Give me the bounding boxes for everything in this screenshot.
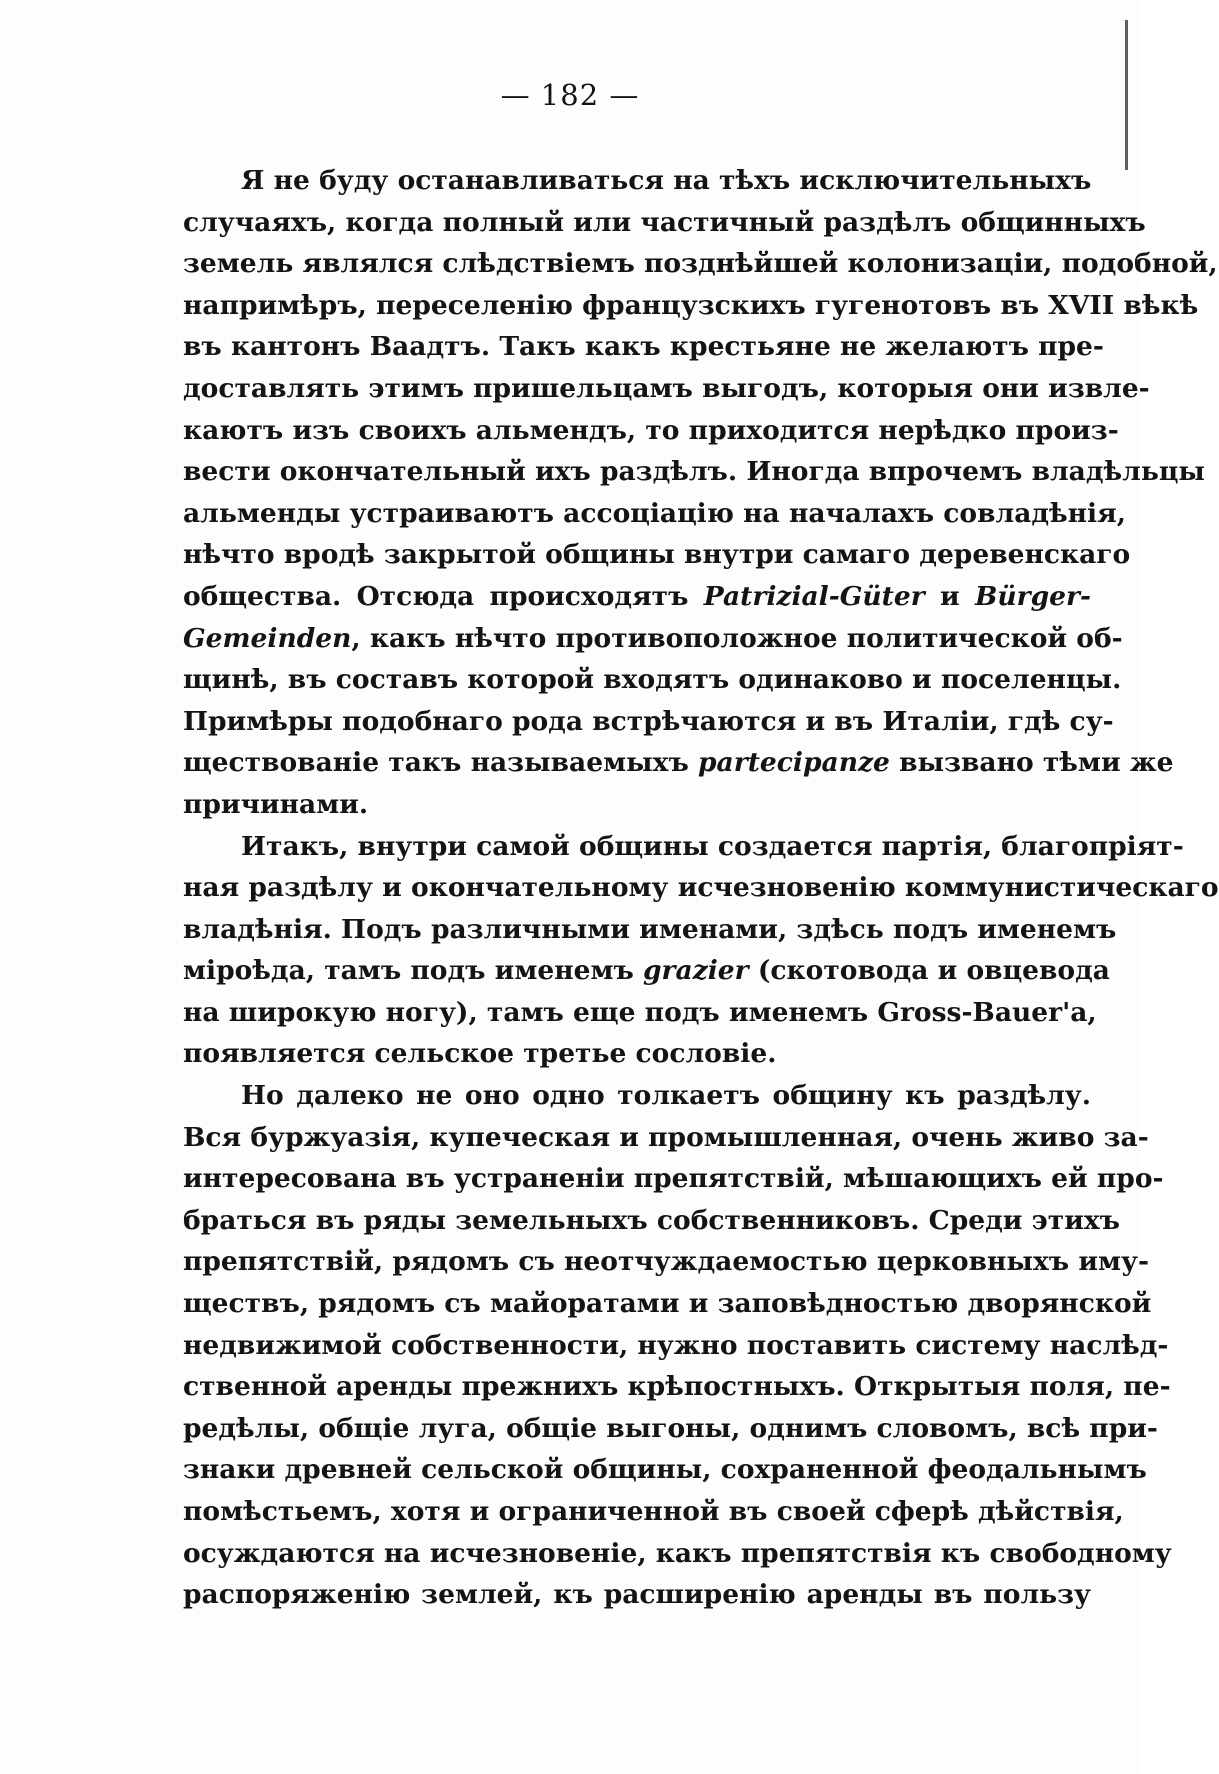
text-line [183, 202, 1146, 244]
text-line [183, 285, 1199, 327]
text-line [183, 326, 1104, 368]
text-line [183, 1283, 1152, 1325]
text-segment: каютъ изъ своихъ альмендъ, то приходится нерѣдко произ- [183, 414, 1119, 446]
text-segment: ная раздѣлу и окончательному исчезновенію коммунистическаго [183, 872, 1219, 904]
text-line [183, 742, 1174, 784]
text-segment: и [924, 580, 976, 612]
text-segment: Примѣры подобнаго рода встрѣчаются и въ Италіи, гдѣ су- [183, 705, 1114, 737]
text-segment: владѣнія. Подъ различными именами, здѣсь подъ именемъ [183, 913, 1117, 945]
text-line [183, 784, 1091, 826]
body-text [183, 160, 1219, 1616]
text-segment: осуждаются на исчезновеніе, какъ препятствія къ свободному [183, 1537, 1172, 1569]
text-line [183, 243, 1218, 285]
text-segment: недвижимой собственности, нужно поставить систему наслѣд- [183, 1329, 1169, 1361]
text-segment: ществованіе такъ называемыхъ [183, 747, 699, 779]
text-segment: знаки древней сельской общины, сохраненной феодальнымъ [183, 1454, 1147, 1486]
text-line [183, 992, 1097, 1034]
paragraph-1 [183, 160, 1218, 826]
text-segment: вызвано тѣми же [889, 747, 1174, 779]
text-line [183, 701, 1114, 743]
text-segment: (скотовода и овцевода [748, 955, 1110, 987]
text-line [183, 1491, 1124, 1533]
paragraph-3 [183, 1075, 1172, 1616]
text-segment: на широкую ногу), тамъ еще подъ именемъ Gross-Bauer'а, [183, 996, 1097, 1028]
italic-term: Gemeinden [183, 622, 352, 654]
text-line [183, 659, 1122, 701]
text-line [183, 493, 1126, 535]
text-line [183, 368, 1150, 410]
text-line [183, 826, 1184, 868]
text-segment: , какъ нѣчто противоположное политической об- [351, 622, 1123, 654]
text-segment: интересована въ устраненіи препятствій, мѣшающихъ ей про- [183, 1163, 1164, 1195]
text-line [183, 1200, 1121, 1242]
text-segment: появляется сельское третье сословіе. [183, 1038, 777, 1070]
text-segment: помѣстьемъ, хотя и ограниченной въ своей сферѣ дѣйствія, [183, 1496, 1124, 1527]
text-line [183, 1075, 1091, 1117]
text-segment: доставлять этимъ пришельцамъ выгодъ, которыя они извле- [183, 372, 1150, 404]
italic-term: partecipanze [698, 747, 890, 779]
text-segment: вести окончательный ихъ раздѣлъ. Иногда впрочемъ владѣльцы [183, 456, 1205, 488]
text-line [183, 576, 1091, 618]
text-line [183, 451, 1205, 493]
text-line [183, 1325, 1169, 1367]
text-line [183, 1533, 1172, 1575]
text-line [183, 867, 1219, 909]
text-segment: Я не буду останавливаться на тѣхъ исключительныхъ [241, 165, 1092, 196]
text-line [183, 1366, 1171, 1408]
page-number: — 182 — [500, 78, 640, 112]
text-segment: случаяхъ, когда полный или частичный раздѣлъ общинныхъ [183, 206, 1146, 238]
text-line [183, 618, 1123, 660]
text-segment: ществъ, рядомъ съ майоратами и заповѣдностью дворянской [183, 1288, 1152, 1320]
text-segment: препятствій, рядомъ съ неотчуждаемостью церковныхъ иму- [183, 1246, 1149, 1278]
text-segment: въ кантонъ Ваадтъ. Такъ какъ крестьяне не желаютъ пре- [183, 331, 1104, 363]
text-segment: Но далеко не оно одно толкаетъ общину къ раздѣлу. [241, 1080, 1091, 1112]
text-line [183, 534, 1131, 576]
text-line [183, 1117, 1149, 1159]
text-segment: общества. Отсюда происходятъ [183, 580, 704, 612]
italic-term: Bürger- [975, 580, 1091, 612]
text-segment: альменды устраиваютъ ассоціацію на началахъ совладѣнія, [183, 497, 1126, 529]
paragraph-2 [183, 826, 1219, 1076]
text-segment: распоряженію землей, къ расширенію аренды въ пользу [183, 1579, 1091, 1611]
text-segment: напримѣръ, переселенію французскихъ гугенотовъ въ XVII вѣкѣ [183, 289, 1199, 321]
text-line [183, 410, 1119, 452]
text-line [183, 1574, 1091, 1616]
text-line [183, 1408, 1158, 1450]
text-segment: причинами. [183, 788, 369, 820]
text-segment: браться въ ряды земельныхъ собственниковъ. Среди этихъ [183, 1204, 1121, 1236]
text-segment: Итакъ, внутри самой общины создается партія, благопріят- [241, 830, 1184, 862]
text-segment: редѣлы, общіе луга, общіе выгоны, однимъ словомъ, всѣ при- [183, 1412, 1158, 1444]
italic-term: Patrizial-Güter [703, 580, 925, 612]
text-line [183, 909, 1117, 951]
text-segment: земель являлся слѣдствіемъ позднѣйшей колонизаціи, подобной, [183, 248, 1218, 280]
text-line [183, 950, 1110, 992]
text-segment: Вся буржуазія, купеческая и промышленная, очень живо за- [183, 1121, 1149, 1153]
text-segment: ственной аренды прежнихъ крѣпостныхъ. Открытыя поля, пе- [183, 1371, 1171, 1403]
text-segment: нѣчто вродѣ закрытой общины внутри самаго деревенскаго [183, 539, 1131, 571]
text-line [183, 160, 1091, 202]
text-line [183, 1033, 1091, 1075]
text-line [183, 1158, 1164, 1200]
text-line [183, 1241, 1149, 1283]
text-segment: щинѣ, въ составъ которой входятъ одинаково и поселенцы. [183, 664, 1122, 696]
text-segment: міроѣда, тамъ подъ именемъ [183, 955, 644, 987]
italic-term: grazier [643, 955, 749, 987]
text-line [183, 1449, 1147, 1491]
